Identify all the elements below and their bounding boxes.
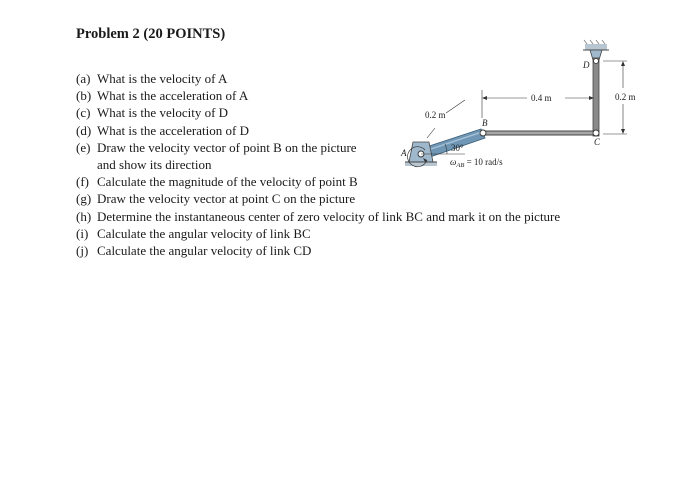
question-h: (h) Determine the instantaneous center of zero velocity of link BC and mark it on the picture	[76, 208, 561, 224]
question-g: (g) Draw the velocity vector at point C on the picture	[76, 191, 356, 207]
label-a: A	[401, 148, 407, 158]
ground-support-d	[583, 40, 609, 50]
question-i: (i) Calculate the angular velocity of link BC	[76, 225, 311, 241]
link-cd	[593, 58, 599, 136]
pin-d	[594, 59, 599, 64]
mechanism-figure	[395, 40, 655, 190]
omega-label: $\omega_{AB} = 10$ rad/s	[450, 157, 503, 169]
label-b: B	[482, 118, 488, 128]
pin-c	[593, 130, 599, 136]
question-d: (d) What is the acceleration of D	[76, 122, 249, 138]
mechanism-diagram	[395, 40, 655, 190]
angle-label: 30°	[451, 143, 464, 153]
question-e-continuation: and show its direction	[97, 157, 212, 173]
pin-b	[480, 130, 486, 136]
question-j: (j) Calculate the angular velocity of link CD	[76, 243, 312, 259]
label-c: C	[594, 137, 601, 147]
question-b: (b) What is the acceleration of A	[76, 88, 249, 104]
dim-cd-label: 0.2 m	[615, 92, 636, 102]
question-a: (a) What is the velocity of A	[76, 71, 228, 86]
dim-ab-label: 0.2 m	[425, 110, 446, 120]
label-d: D	[583, 60, 590, 70]
question-e: (e) Draw the velocity vector of point B on the picture	[76, 139, 357, 155]
dim-bc-label: 0.4 m	[531, 93, 552, 103]
question-c: (c) What is the velocity of D	[76, 105, 229, 121]
question-f: (f) Calculate the magnitude of the velocity of point B	[76, 174, 358, 190]
problem-title: Problem 2 (20 POINTS)	[76, 26, 226, 42]
